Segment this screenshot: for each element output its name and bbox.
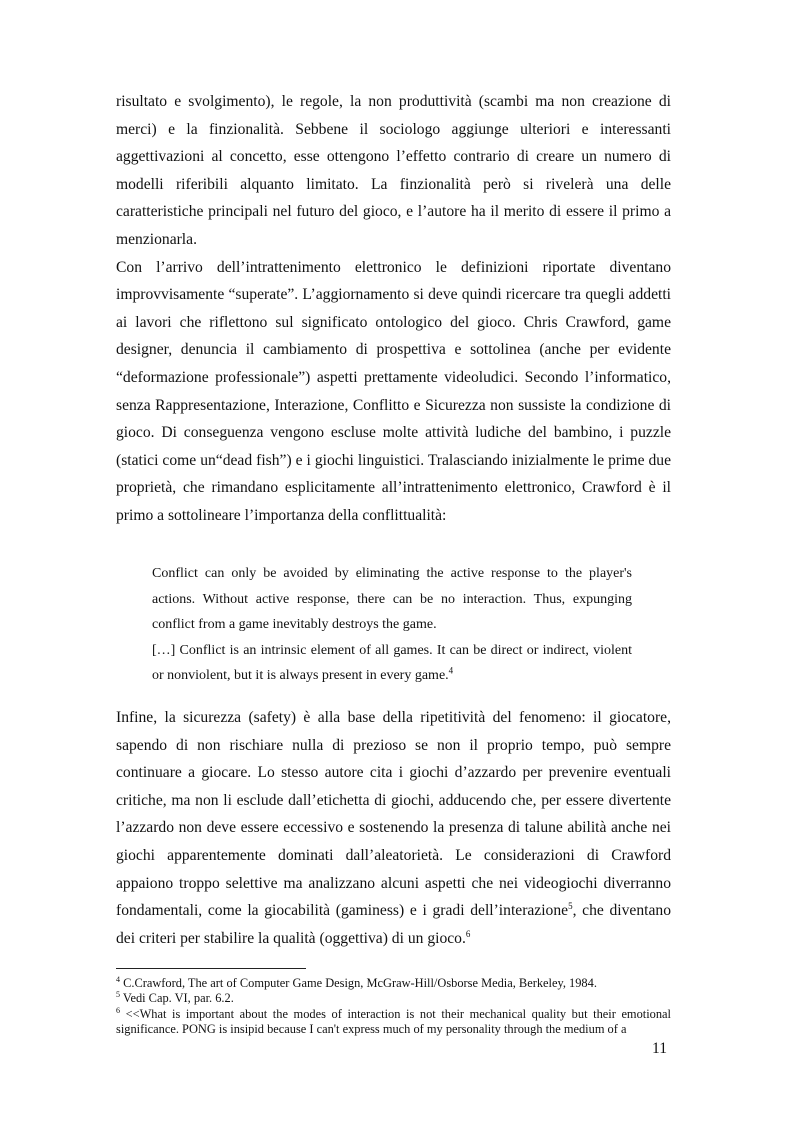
paragraph-text: Infine, la sicurezza (safety) è alla base della ripetitività del fenomeno: il giocatore, sapendo di non rischiare nulla di prezioso se non il proprio tempo, può sempre continuare a giocare. Lo stesso autore cita i giochi d’azzardo per prevenire eventuali critiche, ma non li esclude dall’etichetta di giochi, adducendo che, per essere divertente l’azzardo non deve essere eccessivo e sostenendo la presenza di talune abilità anche nei giochi apparentemente dominati dall’aleatorietà. Le considerazioni di Crawford appaiono troppo selettive ma analizzano alcuni aspetti che nei videogiochi diverranno fondamentali, come la giocabilità (gaminess) e i gradi dell’interazione: [116, 709, 671, 920]
footnote-separator: [116, 968, 306, 969]
footnote-text: <<What is important about the modes of interaction is not their mechanical quality but their emotional significance. PONG is insipid because I can't express much of my personality through the medium of a: [116, 1006, 671, 1037]
footnote: [116, 976, 671, 991]
footnote-text: C.Crawford, The art of Computer Game Design, McGraw-Hill/Osborse Media, Berkeley, 1984.: [120, 976, 597, 990]
footnote-ref[interactable]: 6: [465, 928, 471, 939]
quote-paragraph: Conflict can only be avoided by eliminating the active response to the player's actions. Without active response, there can be no interaction. Thus, expunging conflict from a game inevitably destroys the game.: [152, 566, 632, 633]
paragraph: risultato e svolgimento), le regole, la non produttività (scambi ma non creazione di merci) e la finzionalità. Sebbene il sociologo aggiunge ulteriori e interessanti aggettivazioni al concetto, esse ottengono l’effetto contrario di creare un numero di modelli riferibili alquanto limitato. La finzionalità però si rivelerà una delle caratteristiche principali nel futuro del gioco, e l’autore ha il merito di essere il primo a menzionarla.: [116, 93, 671, 248]
paragraph-text: , che diventano dei criteri per stabilire la qualità (oggettiva) di un gioco.: [116, 902, 671, 947]
footnote: [116, 1007, 671, 1038]
footnote-number: 5: [116, 990, 120, 1000]
quote-text: […] Conflict is an intrinsic element of all games. It can be direct or indirect, violent or nonviolent, but it is always present in every game.: [152, 642, 632, 684]
page-number: 11: [652, 1040, 668, 1057]
paragraph: Con l’arrivo dell’intrattenimento elettronico le definizioni riportate diventano improvvisamente “superate”. L’aggiornamento si deve quindi ricercare tra quegli addetti ai lavori che riflettono sul significato ontologico del gioco. Chris Crawford, game designer, denuncia il cambiamento di prospettiva e sottolinea (anche per evidente “deformazione professionale”) aspetti prettamente videoludici. Secondo l’informatico, senza Rappresentazione, Interazione, Conflitto e Sicurezza non sussiste la condizione di gioco. Di conseguenza vengono escluse molte attività ludiche del bambino, i puzzle (statici come un“dead fish”) e i giochi linguistici. Tralasciando inizialmente le prime due proprietà, che rimandano esplicitamente all’intrattenimento elettronico, Crawford è il primo a sottolineare l’importanza della conflittualità:: [116, 258, 671, 524]
footnote-text: Vedi Cap. VI, par. 6.2.: [120, 991, 234, 1006]
paragraph: [116, 704, 671, 952]
body-text: [116, 88, 671, 530]
body-text-continued: [116, 704, 671, 952]
footnote-number: 4: [116, 974, 120, 984]
footnote-ref[interactable]: 4: [448, 665, 454, 676]
footnote-number: 6: [116, 1005, 120, 1015]
footnote-ref[interactable]: 5: [568, 900, 573, 911]
footnote: [116, 991, 671, 1006]
block-quote: [152, 561, 632, 689]
footnotes: [116, 976, 671, 1038]
quote-paragraph: [152, 638, 632, 689]
